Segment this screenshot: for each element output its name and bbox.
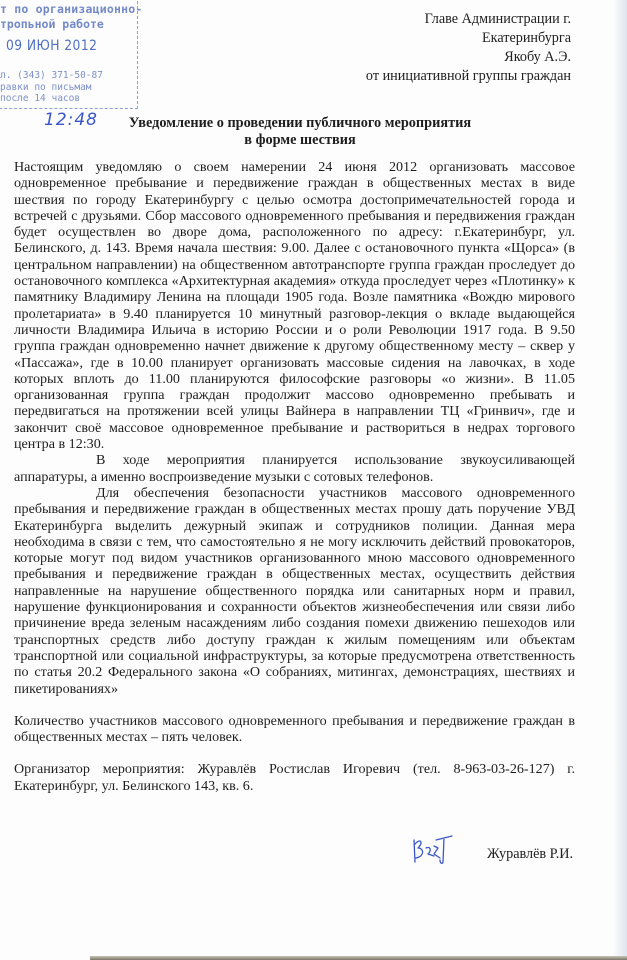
- addressee-block: [366, 10, 571, 86]
- scan-edge-shadow: [613, 0, 627, 960]
- registration-stamp: [0, 0, 143, 109]
- paragraph-participant-count: Количество участников массового одновременного пребывания и передвижение граждан в общественных местах – пять человек.: [14, 712, 575, 746]
- document-title: [100, 115, 500, 148]
- paragraph-event-plan: Настоящим уведомляю о своем намерении 24 июня 2012 организовать массовое одновременное пребывание и передвижение граждан в общественных местах в виде шествия по городу Екатеринбургу с целью осмотра достопримечательностей города и встречей с друзьями. Сбор массового одновременного пребывания и передвижения граждан будет осуществлен во дворе дома, расположенного по адресу: г.Екатеринбург, ул. Белинского, д. 143. Время начала шествия: 9.00. Далее с остановочного пункта «Щорса» (в центральном направлении) на общественном автотранспорте группа граждан проследует до остановочного комплекса «Архитектурная академия» откуда проследует через «Плотинку» к памятнику Владимиру Ленина на площади 1905 года. Возле памятника «Вождю мирового пролетариата» в 9.40 планируется 10 минутный разговор-лекция о вкладе выдающейся личности Владимира Ильича в историю России и о роли Революции 1917 года. В 9.50 группа граждан одновременно начнет движение к другому общественному месту – сквер у «Пассажа», где в 10.00 планирует организовать массовые сидения на лавочках, в ходе которых вплоть до 11.00 планируются философские разговоры «о жизни». В 11.05 организованная группа граждан продолжит массово одновременно пребывать и передвигаться на протяжении всей улицы Вайнера в направлении ТЦ «Гринвич», где и закончит своё массовое одновременное пребывание и раствориться в недрах торгового центра в 12:30.: [14, 159, 575, 453]
- addressee-line-4: от инициативной группы граждан: [365, 68, 571, 84]
- handwritten-signature: [410, 832, 454, 866]
- paragraph-security-request: Для обеспечения безопасности участников массового одновременного пребывания и передвижение граждан в общественных местах прошу дать поручение УВД Екатеринбурга выделить дежурный экипаж и сотрудников полиции. Данная мера необходима в связи с тем, что самостоятельно я не могу исключить действий провокаторов, которые могут под видом участников организованного мною массового одновременного пребывания и передвижение граждан в общественных местах, осуществить действия направленные на нарушение общественного порядка или санитарных норм и правил, нарушение функционирования и сохранности объектов жизнеобеспечения или связи либо причинение вреда зеленым насаждениям либо создания помехи движению пешеходов или транспортных средств либо доступу граждан к жилым помещениям или объектам транспортной или социальной инфраструктуры, за которые предусмотрена ответственность по статья 20.2 Федерального закона «О собраниях, митингах, демонстрациях, шествиях и пикетированиях»: [14, 484, 575, 697]
- stamp-line-3: л. (343) 371-50-87: [0, 70, 103, 81]
- document-body: [14, 159, 575, 794]
- stamp-date: 09 ИЮН 2012: [6, 38, 98, 54]
- addressee-line-1: Главе Администрации г.: [424, 11, 571, 27]
- addressee-line-2: Екатеринбурга: [481, 30, 571, 46]
- stamp-line-1: т по организационно-: [0, 2, 143, 16]
- stamp-line-4: равки по письмам: [0, 82, 92, 93]
- title-line-2: в форме шествия: [244, 131, 356, 148]
- stamp-line-5: после 14 часов: [0, 93, 81, 104]
- title-line-1: Уведомление о проведении публичного мероприятия: [128, 115, 472, 131]
- signer-name: Журавлёв Р.И.: [487, 846, 574, 862]
- paragraph-sound-equipment: В ходе мероприятия планируется использование звукоусиливающей аппаратуры, а именно воспроизведение музыки с сотовых телефонов.: [14, 452, 575, 485]
- stamp-line-2: тропьной работе: [0, 17, 104, 31]
- addressee-line-3: Якобу А.Э.: [504, 49, 571, 65]
- handwritten-time: 12:48: [44, 110, 98, 130]
- paragraph-organizer: Организатор мероприятия: Журавлёв Ростислав Игоревич (тел. 8-963-03-26-127) г. Екатеринбург, ул. Белинского 143, кв. 6.: [14, 761, 575, 794]
- scan-bottom-edge: [90, 956, 627, 960]
